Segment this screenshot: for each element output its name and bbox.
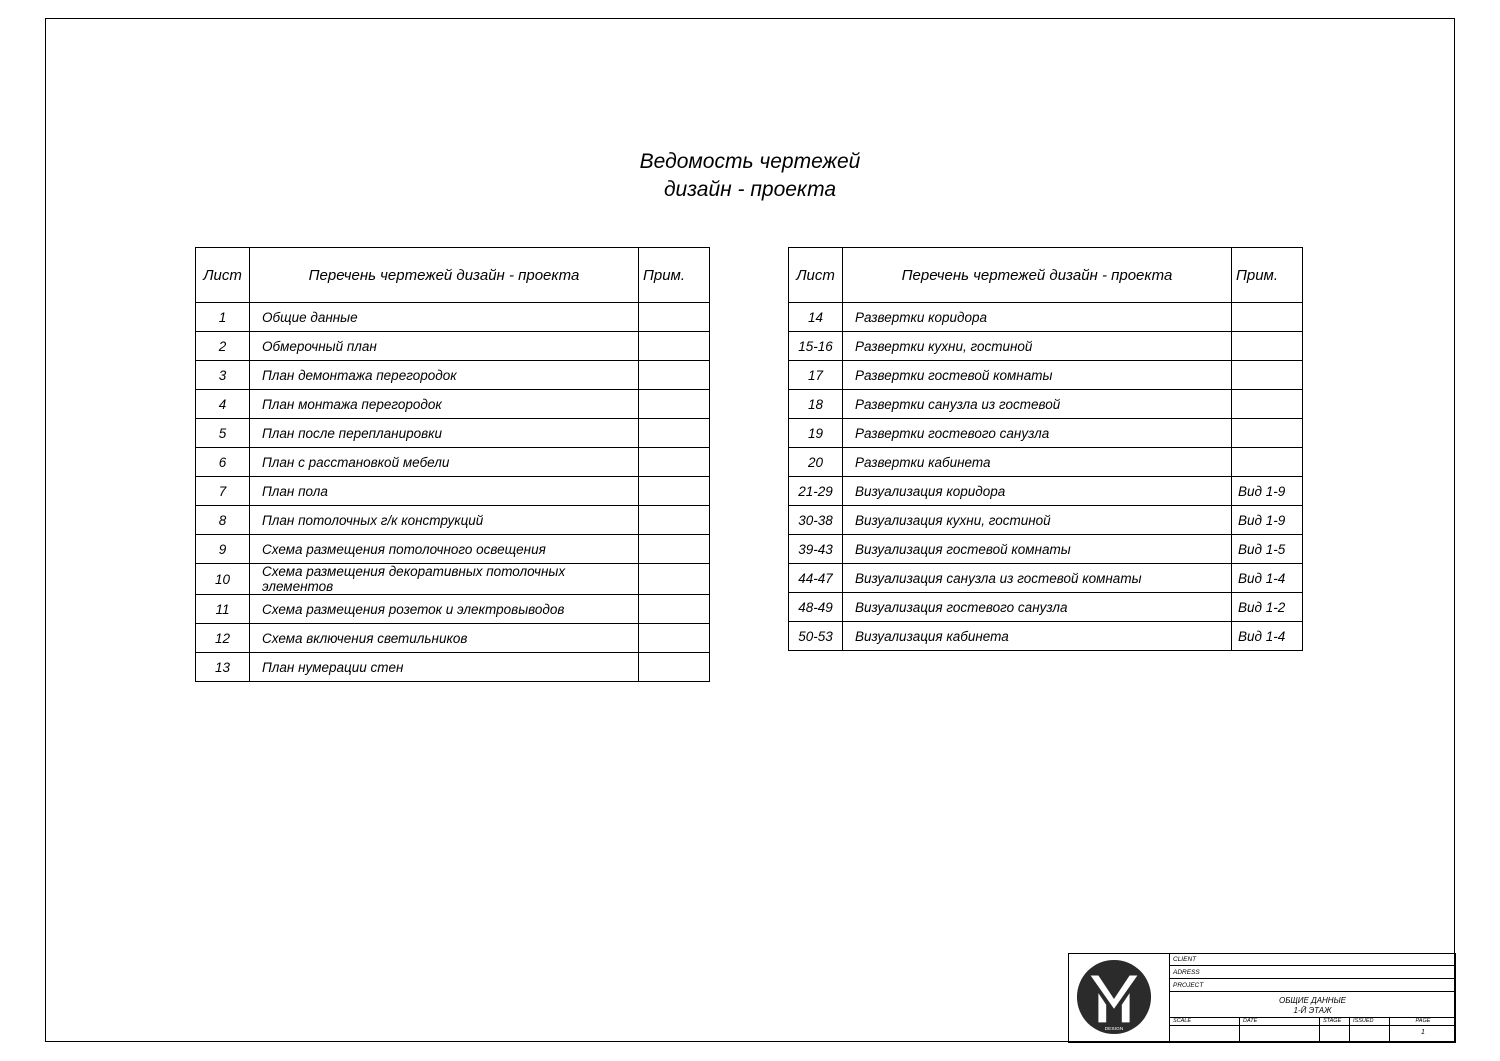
sheet-number: 14	[789, 303, 843, 332]
issued-label: ISSUED	[1350, 1018, 1389, 1026]
table-row	[196, 332, 710, 361]
sheet-number: 50-53	[789, 622, 843, 651]
table-row	[789, 506, 1303, 535]
sheet-title-line-1: ОБЩИЕ ДАННЫЕ	[1278, 996, 1347, 1005]
table-row	[196, 361, 710, 390]
table-row	[789, 564, 1303, 593]
sheet-number: 11	[196, 595, 250, 624]
sheet-number: 13	[196, 653, 250, 682]
table-header-row	[789, 248, 1303, 303]
table-row	[196, 390, 710, 419]
scale-label: SCALE	[1170, 1018, 1239, 1026]
drawing-name: Общие данные	[250, 303, 639, 332]
drawing-note	[639, 419, 710, 448]
sheet-number: 19	[789, 419, 843, 448]
stage-label: STAGE	[1320, 1018, 1349, 1026]
sheet-number: 5	[196, 419, 250, 448]
page-value: 1	[1421, 1029, 1425, 1036]
drawing-name: План с расстановкой мебели	[250, 448, 639, 477]
drawing-name: План пола	[250, 477, 639, 506]
drawing-name: Развертки санузла из гостевой	[843, 390, 1232, 419]
title-block-bottom-row	[1170, 1018, 1455, 1042]
sheet-number: 3	[196, 361, 250, 390]
sheet-number: 30-38	[789, 506, 843, 535]
drawing-note	[639, 535, 710, 564]
drawing-name: Визуализация санузла из гостевой комнаты	[843, 564, 1232, 593]
date-cell	[1240, 1018, 1320, 1042]
drawing-name: План монтажа перегородок	[250, 390, 639, 419]
drawing-note	[1232, 419, 1303, 448]
drawings-list-left	[195, 247, 710, 682]
sheet-number: 48-49	[789, 593, 843, 622]
sheet-number: 44-47	[789, 564, 843, 593]
drawing-note	[639, 506, 710, 535]
drawing-name: План потолочных г/к конструкций	[250, 506, 639, 535]
drawing-name: Визуализация кабинета	[843, 622, 1232, 651]
drawing-note	[639, 448, 710, 477]
table-row	[789, 390, 1303, 419]
table-row	[789, 477, 1303, 506]
table-row	[196, 535, 710, 564]
table-row	[196, 506, 710, 535]
header-list: Перечень чертежей дизайн - проекта	[843, 248, 1232, 303]
drawing-name: Развертки кабинета	[843, 448, 1232, 477]
table-row	[196, 448, 710, 477]
sheet-number: 6	[196, 448, 250, 477]
drawing-note	[639, 361, 710, 390]
drawing-note: Вид 1-4	[1232, 622, 1303, 651]
table-row	[789, 361, 1303, 390]
drawing-name: Обмерочный план	[250, 332, 639, 361]
drawing-note	[639, 624, 710, 653]
drawing-note	[639, 390, 710, 419]
drawing-name: Развертки коридора	[843, 303, 1232, 332]
logo-text: DESIGN	[1104, 1027, 1124, 1033]
sheet-title-cell	[1170, 992, 1455, 1018]
drawing-name: Схема включения светильников	[250, 624, 639, 653]
table-row	[196, 303, 710, 332]
drawing-note	[639, 653, 710, 682]
sheet-number: 10	[196, 564, 250, 595]
drawing-name: Схема размещения потолочного освещения	[250, 535, 639, 564]
drawing-name: Развертки кухни, гостиной	[843, 332, 1232, 361]
drawing-name: Развертки гостевой комнаты	[843, 361, 1232, 390]
sheet-number: 4	[196, 390, 250, 419]
client-row: CLIENT	[1170, 954, 1455, 966]
sheet-number: 15-16	[789, 332, 843, 361]
drawing-name: Визуализация гостевой комнаты	[843, 535, 1232, 564]
sheet-title-line-2: 1-Й ЭТАЖ	[1293, 1006, 1332, 1015]
table-row	[789, 622, 1303, 651]
drawing-name: Схема размещения декоративных потолочных элементов	[250, 564, 639, 595]
logo-cell	[1069, 954, 1170, 1042]
table-header-row	[196, 248, 710, 303]
drawing-name: Визуализация гостевого санузла	[843, 593, 1232, 622]
sheet-number: 12	[196, 624, 250, 653]
sheet-number: 18	[789, 390, 843, 419]
drawing-name: План демонтажа перегородок	[250, 361, 639, 390]
title-block	[1068, 953, 1456, 1043]
page-cell	[1390, 1018, 1456, 1042]
table-row	[196, 624, 710, 653]
drawing-note: Вид 1-9	[1232, 506, 1303, 535]
table-row	[196, 419, 710, 448]
page-label: PAGE	[1390, 1018, 1456, 1026]
drawing-note	[1232, 332, 1303, 361]
drawing-note: Вид 1-9	[1232, 477, 1303, 506]
table-row	[196, 653, 710, 682]
drawing-name: Схема размещения розеток и электровыводов	[250, 595, 639, 624]
drawing-note	[1232, 390, 1303, 419]
drawing-note	[639, 477, 710, 506]
drawing-name: Визуализация кухни, гостиной	[843, 506, 1232, 535]
adress-row: ADRESS	[1170, 966, 1455, 979]
title-line-1: Ведомость чертежей	[639, 150, 861, 173]
drawing-note	[1232, 361, 1303, 390]
drawing-note	[1232, 303, 1303, 332]
sheet-number: 2	[196, 332, 250, 361]
company-logo	[1075, 958, 1153, 1036]
drawings-list-right	[788, 247, 1303, 651]
scale-cell	[1170, 1018, 1240, 1042]
drawing-note: Вид 1-4	[1232, 564, 1303, 593]
table-row	[196, 477, 710, 506]
table-row	[789, 332, 1303, 361]
table-row	[789, 535, 1303, 564]
drawing-note	[639, 564, 710, 595]
document-title	[0, 148, 1500, 204]
issued-cell	[1350, 1018, 1390, 1042]
table-row	[196, 595, 710, 624]
table-row	[789, 448, 1303, 477]
sheet-number: 39-43	[789, 535, 843, 564]
header-sheet: Лист	[789, 248, 843, 303]
drawing-name: План нумерации стен	[250, 653, 639, 682]
table-row	[789, 593, 1303, 622]
header-note: Прим.	[1232, 248, 1303, 303]
table-row	[789, 419, 1303, 448]
table-row	[196, 564, 710, 595]
sheet-number: 1	[196, 303, 250, 332]
sheet-number: 8	[196, 506, 250, 535]
drawing-name: План после перепланировки	[250, 419, 639, 448]
sheet-number: 17	[789, 361, 843, 390]
drawing-name: Развертки гостевого санузла	[843, 419, 1232, 448]
date-label: DATE	[1240, 1018, 1319, 1026]
sheet-number: 9	[196, 535, 250, 564]
drawing-note	[639, 332, 710, 361]
drawing-name: Визуализация коридора	[843, 477, 1232, 506]
header-list: Перечень чертежей дизайн - проекта	[250, 248, 639, 303]
drawing-note	[639, 303, 710, 332]
sheet-number: 20	[789, 448, 843, 477]
drawing-note: Вид 1-2	[1232, 593, 1303, 622]
header-note: Прим.	[639, 248, 710, 303]
sheet-number: 7	[196, 477, 250, 506]
project-row: PROJECT	[1170, 979, 1455, 992]
table-row	[789, 303, 1303, 332]
drawing-note: Вид 1-5	[1232, 535, 1303, 564]
drawing-note	[1232, 448, 1303, 477]
drawing-note	[639, 595, 710, 624]
header-sheet: Лист	[196, 248, 250, 303]
sheet-number: 21-29	[789, 477, 843, 506]
stage-cell	[1320, 1018, 1350, 1042]
title-line-2: дизайн - проекта	[663, 178, 837, 201]
